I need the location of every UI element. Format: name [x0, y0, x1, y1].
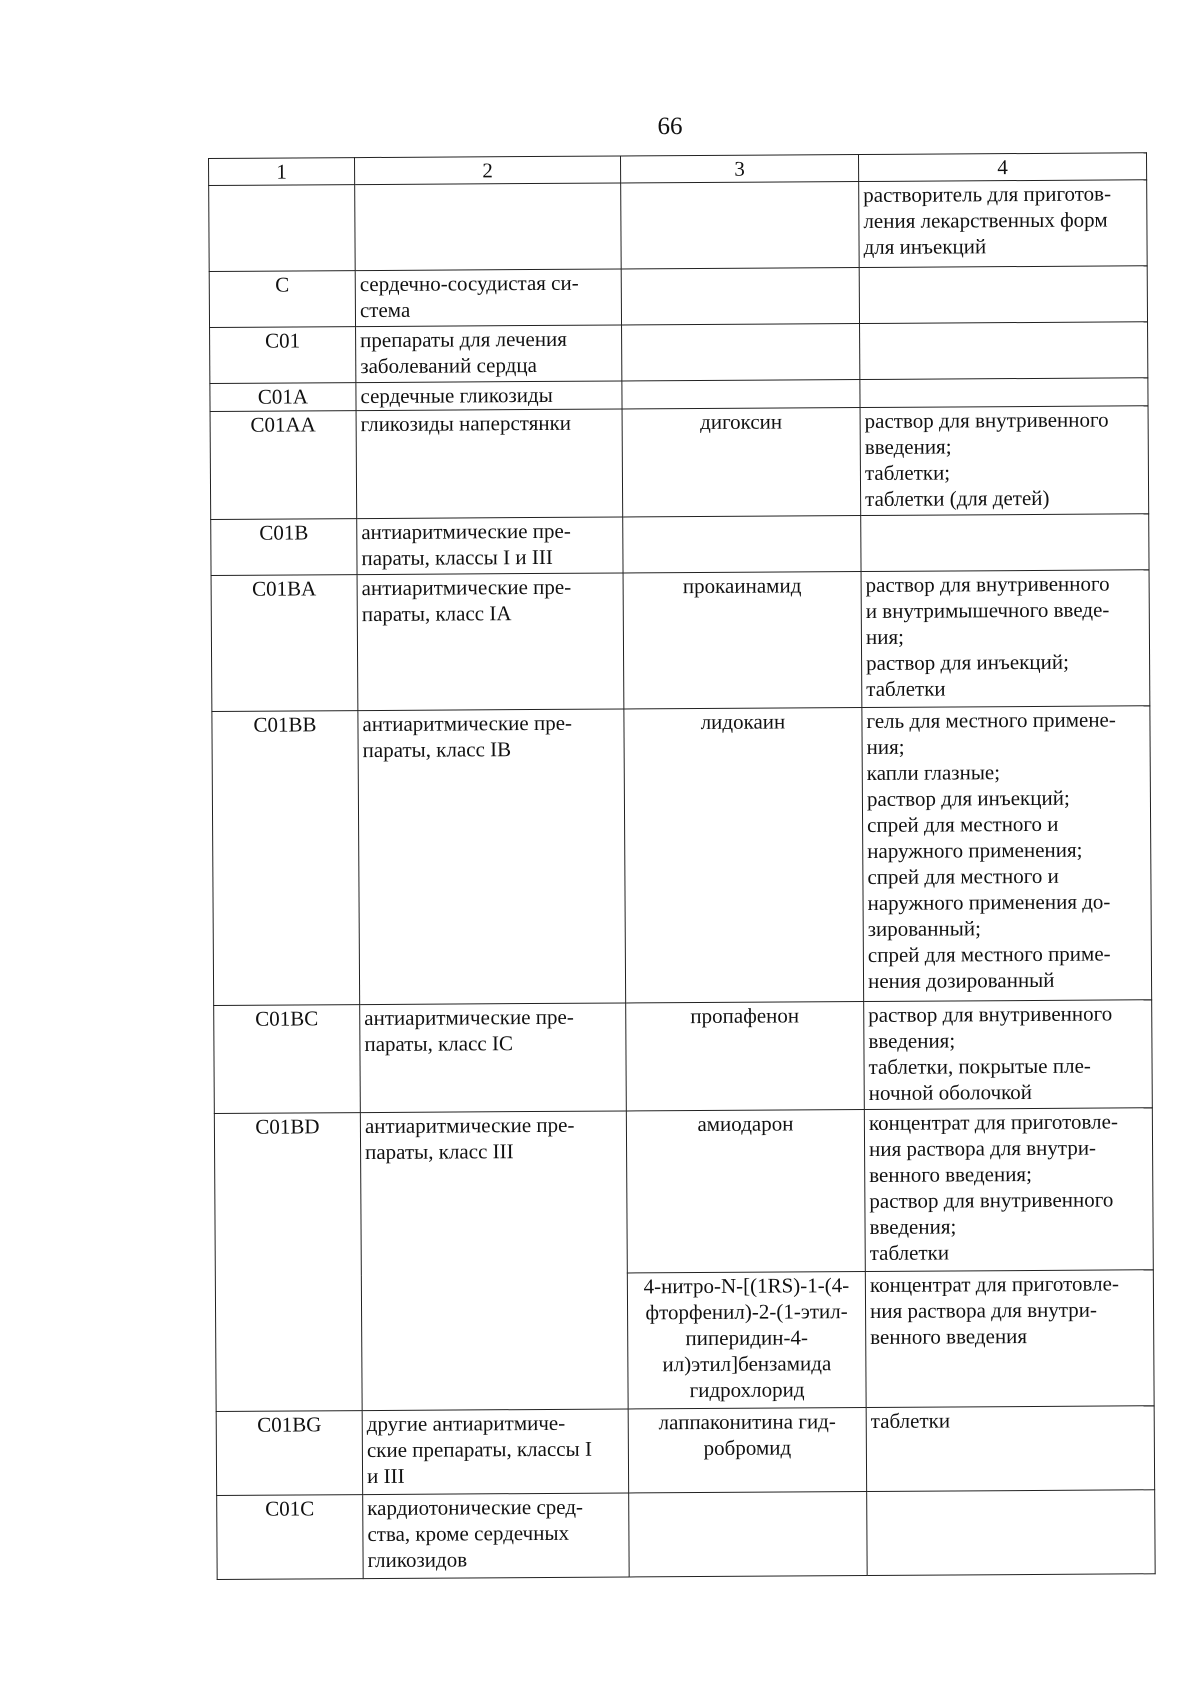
dosage-form-line: растворитель для приготов-: [863, 181, 1112, 207]
inn-cell: [626, 1002, 865, 1111]
group-cell: [360, 1003, 627, 1113]
dosage-form-line: концентрат для приготовле-: [869, 1271, 1119, 1297]
drug-classification-table: [208, 152, 1156, 1580]
group-cell: [355, 269, 621, 327]
table-row: [209, 180, 1148, 272]
inn-line: пиперидин-4-: [685, 1325, 808, 1351]
group-cell: [362, 1409, 629, 1495]
group-line: стема: [359, 297, 411, 323]
dosage-form-line: ния;: [866, 734, 905, 759]
group-line: гликозидов: [367, 1547, 468, 1573]
inn-cell: [628, 1408, 867, 1493]
atc-code-cell: C: [209, 271, 355, 328]
group-line: антиаритмические пре-: [361, 518, 571, 545]
dosage-form-cell: [861, 514, 1149, 572]
dosage-form-line: таблетки: [869, 1240, 950, 1265]
dosage-form-cell: [860, 406, 1149, 516]
dosage-form-line: наружного применения;: [867, 837, 1083, 863]
table-row: [211, 514, 1149, 576]
atc-code-cell: C01BD: [214, 1113, 362, 1412]
dosage-form-line: ночной оболочкой: [868, 1079, 1033, 1105]
dosage-form-line: раствор для внутривенного: [864, 407, 1109, 433]
group-line: параты, класс III: [365, 1139, 514, 1165]
inn-line: дигоксин: [700, 409, 783, 434]
group-line: гликозиды наперстянки: [360, 410, 572, 437]
dosage-form-line: ления лекарственных форм: [863, 207, 1108, 233]
column-header-1: 1: [209, 158, 355, 186]
dosage-form-line: нения дозированный: [867, 967, 1055, 993]
group-line: антиаритмические пре-: [361, 574, 572, 601]
dosage-form-cell: [861, 570, 1150, 708]
group-line: антиаритмические пре-: [364, 1004, 574, 1031]
dosage-form-line: раствор для инъекций;: [866, 649, 1069, 675]
table-row: [216, 1406, 1154, 1496]
group-line: антиаритмические пре-: [364, 1112, 575, 1139]
group-cell: [355, 183, 622, 271]
dosage-form-line: спрей для местного и: [867, 811, 1059, 837]
inn-cell: [629, 1492, 868, 1577]
atc-code-cell: C01BA: [211, 575, 358, 712]
atc-code-cell: C01B: [211, 519, 357, 576]
dosage-form-cell: [864, 1000, 1153, 1110]
table-row: [210, 406, 1149, 520]
group-cell: [363, 1493, 630, 1579]
dosage-form-line: ния раствора для внутри-: [869, 1297, 1098, 1323]
group-cell: [356, 409, 623, 519]
inn-cell: [622, 408, 861, 517]
group-line: ства, кроме сердечных: [367, 1520, 570, 1547]
dosage-form-line: таблетки: [870, 1408, 951, 1433]
dosage-form-line: ния раствора для внутри-: [868, 1135, 1097, 1161]
inn-cell: [627, 1272, 866, 1409]
atc-code-cell: C01C: [217, 1495, 364, 1580]
table-row: [217, 1490, 1155, 1580]
inn-line: 4-нитро-N-[(1RS)-1-(4-: [643, 1273, 850, 1299]
inn-line: лаппаконитина гид-: [658, 1409, 836, 1435]
group-line: сердечно-сосудистая си-: [359, 270, 579, 297]
dosage-form-cell: [860, 322, 1148, 380]
inn-line: амиодарон: [697, 1111, 794, 1137]
inn-line: робромид: [703, 1435, 792, 1460]
dosage-form-line: капли глазные;: [866, 760, 1001, 785]
group-line: препараты для лечения: [360, 326, 567, 353]
group-cell: [356, 325, 622, 383]
group-cell: [360, 1111, 628, 1411]
inn-line: лидокаин: [700, 709, 786, 735]
atc-code-cell: C01AA: [210, 411, 357, 520]
group-cell: [356, 381, 622, 411]
group-line: параты, класс IA: [361, 601, 512, 627]
column-header-4: 4: [858, 153, 1146, 182]
dosage-form-line: введения;: [864, 434, 952, 459]
inn-cell: [623, 516, 861, 573]
dosage-form-line: для инъекций: [863, 234, 987, 259]
group-line: параты, класс IC: [364, 1031, 514, 1057]
column-header-3: 3: [620, 155, 858, 183]
inn-cell: [622, 380, 860, 409]
group-line: параты, классы I и III: [361, 544, 553, 571]
dosage-form-line: раствор для инъекций;: [866, 785, 1070, 811]
dosage-form-line: гель для местного примене-: [866, 707, 1116, 733]
group-cell: [357, 573, 624, 711]
inn-line: фторфенил)-2-(1-этил-: [645, 1299, 848, 1325]
table-row: [210, 322, 1148, 384]
atc-code-cell: C01A: [210, 383, 356, 412]
column-header-2: 2: [355, 156, 621, 185]
group-line: ские препараты, классы I: [366, 1436, 592, 1463]
dosage-form-cell: [860, 378, 1148, 408]
table-row: [214, 1000, 1153, 1114]
table-row: [209, 266, 1147, 328]
dosage-form-line: таблетки;: [864, 460, 951, 485]
inn-line: пропафенон: [690, 1003, 800, 1029]
dosage-form-line: венного введения: [870, 1324, 1028, 1349]
dosage-form-line: раствор для внутривенного: [868, 1001, 1113, 1027]
inn-cell: [624, 708, 864, 1003]
table-row: [211, 570, 1150, 712]
dosage-form-line: спрей для местного приме-: [867, 941, 1111, 967]
dosage-form-cell: [867, 1490, 1156, 1576]
group-line: заболеваний сердца: [360, 352, 537, 379]
dosage-form-cell: [859, 180, 1148, 268]
dosage-form-line: таблетки, покрытые пле-: [868, 1053, 1091, 1079]
dosage-form-line: введения;: [869, 1214, 957, 1239]
group-line: антиаритмические пре-: [362, 710, 573, 737]
dosage-form-line: и внутримышечного введе-: [865, 597, 1110, 623]
atc-code-cell: C01: [210, 327, 356, 384]
table-row: [214, 1108, 1153, 1276]
dosage-form-cell: [859, 266, 1147, 324]
dosage-form-line: концентрат для приготовле-: [868, 1109, 1118, 1135]
dosage-form-line: венного введения;: [869, 1161, 1032, 1187]
group-line: другие антиаритмиче-: [366, 1410, 566, 1437]
dosage-form-line: ния;: [865, 624, 904, 649]
group-line: кардиотонические сред-: [367, 1494, 584, 1521]
table-row: [212, 706, 1152, 1006]
atc-code-cell: C01BC: [214, 1005, 361, 1114]
inn-cell: [621, 182, 860, 269]
dosage-form-line: раствор для внутривенного: [869, 1187, 1114, 1213]
inn-cell: [626, 1110, 865, 1273]
dosage-form-line: наружного применения до-: [867, 889, 1111, 915]
atc-code-cell: C01BB: [212, 711, 360, 1006]
dosage-form-cell: [864, 1108, 1153, 1272]
dosage-form-line: зированный;: [867, 916, 981, 941]
inn-cell: [622, 324, 860, 381]
dosage-form-cell: [865, 1270, 1154, 1408]
dosage-form-line: таблетки (для детей): [865, 485, 1050, 511]
group-line: и III: [366, 1463, 405, 1489]
inn-line: прокаинамид: [682, 573, 802, 599]
group-cell: [358, 709, 626, 1005]
dosage-form-line: введения;: [868, 1028, 956, 1053]
group-cell: [357, 517, 623, 575]
dosage-form-cell: [866, 1406, 1155, 1492]
atc-code-cell: C01BG: [216, 1411, 363, 1496]
dosage-form-line: раствор для внутривенного: [865, 571, 1110, 597]
inn-cell: [621, 268, 859, 325]
inn-line: гидрохлорид: [689, 1377, 805, 1403]
dosage-form-cell: [862, 706, 1152, 1002]
inn-cell: [623, 572, 862, 709]
group-line: параты, класс IB: [362, 737, 512, 763]
group-line: сердечные гликозиды: [360, 382, 553, 409]
atc-code-cell: [209, 185, 356, 272]
dosage-form-line: таблетки: [866, 676, 946, 701]
dosage-form-line: спрей для местного и: [867, 863, 1059, 889]
page-number: 66: [657, 113, 683, 140]
inn-line: ил)этил]бензамида: [662, 1351, 832, 1377]
